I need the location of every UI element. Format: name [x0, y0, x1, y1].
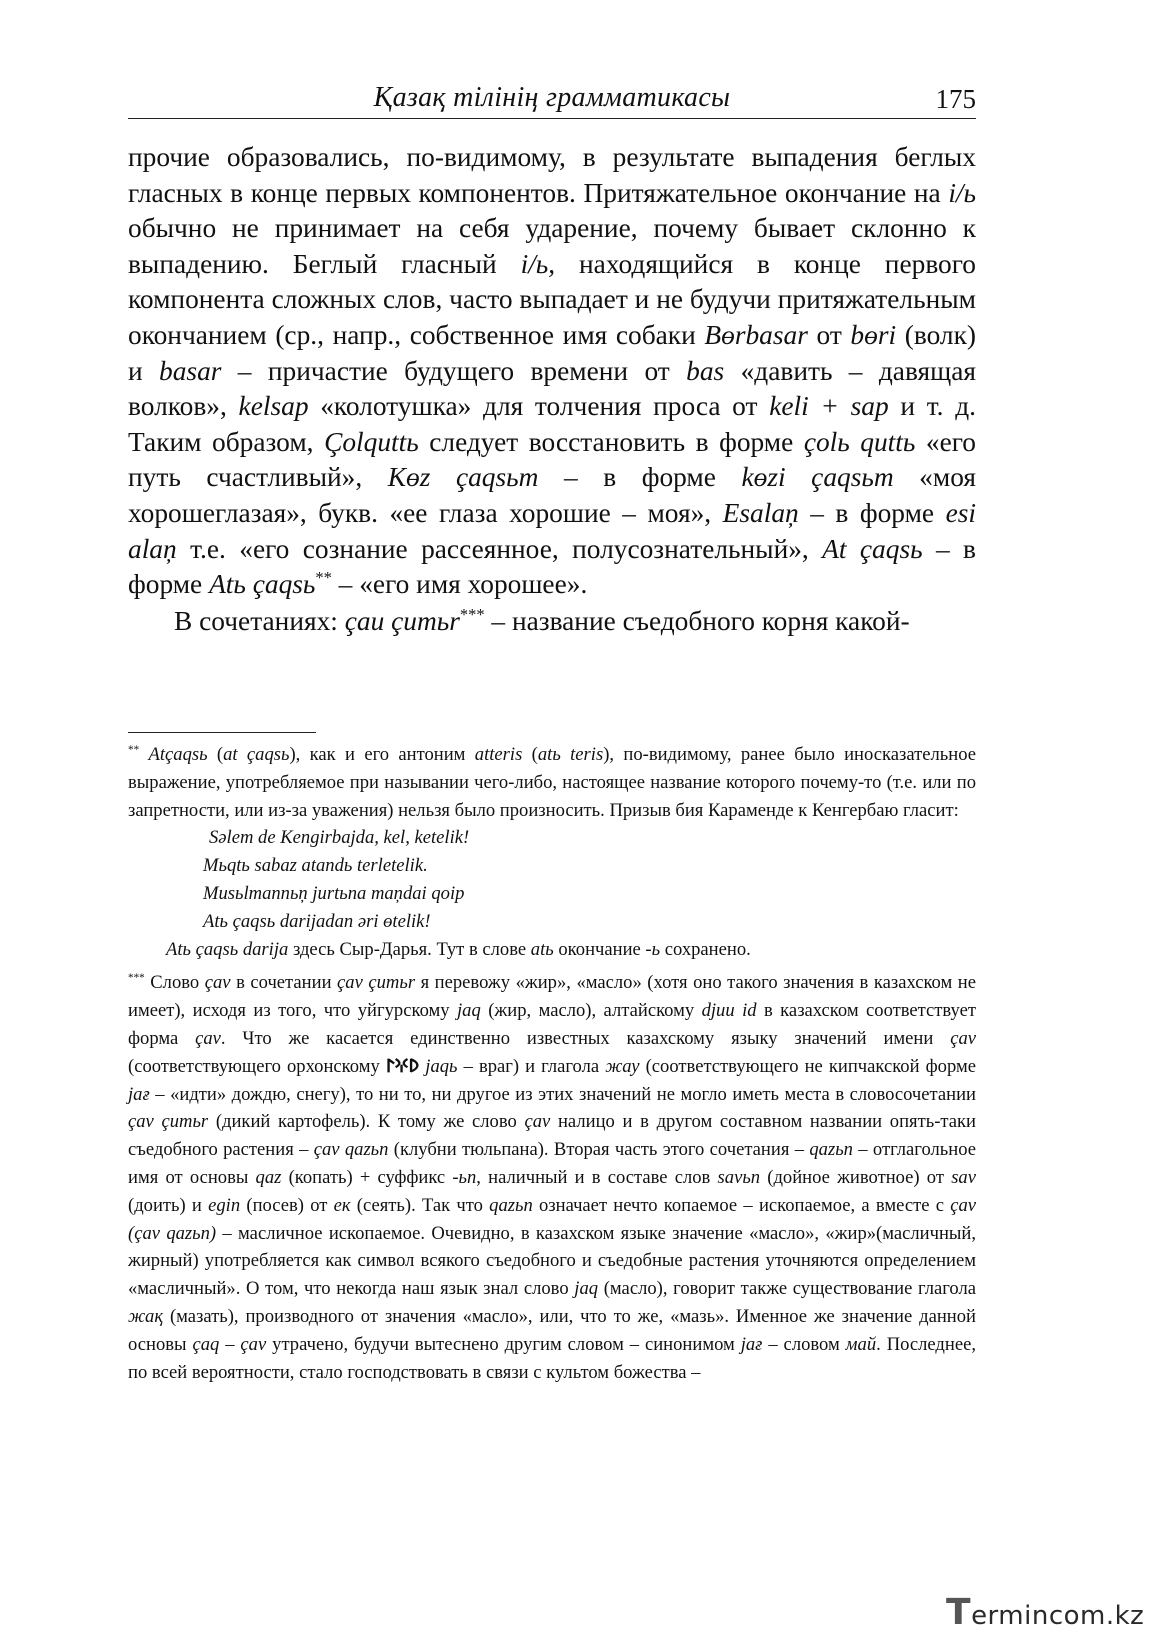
- page-number: 175: [935, 84, 976, 114]
- text-run: . Последнее, по всей вероятности, стало господствовать в связи с культом божества –: [128, 1333, 976, 1383]
- text-run: и т. д. Таким образом,: [128, 391, 977, 457]
- text-run: ), по-видимому, ранее было иносказательное выражение, употребляемое при назывании чего-либо, настоящее название которого почему-то (т.е. или по запретности, или из-за уважения) нельзя было произносить. Призыв бия Караменде к Кенгербаю гласит:: [128, 744, 976, 821]
- text-run: (жир, масло), алтайскому: [480, 1000, 702, 1022]
- italic-term: çav çumьr: [128, 1111, 209, 1133]
- watermark-text: ermincom.kz: [971, 1601, 1145, 1631]
- italic-term: жақ: [128, 1305, 164, 1327]
- italic-term: jaғ: [128, 1083, 150, 1105]
- text-run: . Что же касается единственно известных казахскому языку значений имени: [220, 1027, 951, 1049]
- orkhon-rune-word: 𐰖𐰍𐰃: [385, 1055, 420, 1077]
- text-run: (соответствующего орхонскому: [128, 1055, 386, 1077]
- text-run: – масличное ископаемое. Очевидно, в казахском языке значение «масло», «жир»(масличный, жирный) употребляется как символ всякого съедобного и съедобные растения уточняются определением «масличный». О том, что некогда наш язык знал слово: [128, 1222, 976, 1300]
- italic-term: çav: [524, 1111, 551, 1133]
- italic-term: çav: [204, 972, 231, 994]
- text-run: – словом: [762, 1333, 846, 1355]
- text-run: (масло), говорит также существование глагола: [598, 1278, 976, 1300]
- text-run: здесь Сыр-Дарья. Тут в слове: [288, 938, 531, 960]
- paragraph: [128, 604, 976, 640]
- text-run: следует восстановить в форме: [418, 426, 804, 457]
- italic-term: çav çumьr: [337, 972, 416, 994]
- italic-term: qazьn: [489, 1194, 533, 1216]
- italic-term: ьn: [458, 1166, 477, 1188]
- footnote-marker: ***: [459, 604, 485, 624]
- text-run: (доить) и: [128, 1194, 209, 1216]
- italic-term: kelsap: [238, 391, 309, 422]
- italic-term: sav: [951, 1166, 976, 1188]
- italic-term: atь: [530, 938, 554, 960]
- text-run: (копать) + суффикс -: [281, 1166, 459, 1188]
- italic-term: i/ь: [948, 177, 976, 208]
- italic-term: Esalaņ: [722, 497, 799, 528]
- verse-line: Sәlem de Kengirbajda, kel, ketelik!: [209, 827, 470, 849]
- italic-term: bas: [686, 355, 725, 386]
- text-run: (волк) и: [128, 319, 977, 386]
- text-run: – в форме: [538, 462, 742, 493]
- text-run: в казахском соответствует форма: [128, 1000, 976, 1049]
- footnotes: [128, 741, 976, 1386]
- italic-term: çau çumьr: [344, 605, 460, 636]
- italic-term: i/ь,: [520, 248, 556, 279]
- text-run: окончание -: [553, 938, 652, 960]
- text-run: (соответствующего не кипчакской форме: [639, 1055, 976, 1077]
- text-run: обычно не принимает на себя ударение, почему бывает склонно к выпадению. Беглый гласный: [128, 213, 976, 279]
- italic-term: jaqь: [425, 1055, 458, 1077]
- text-run: прочие образовались, по-видимому, в результате выпадения беглых гласных в конце первых компонентов. Притяжательное окончание на: [128, 142, 976, 208]
- text-run: сохранено.: [660, 938, 751, 960]
- italic-term: Bөrbasar: [704, 319, 808, 350]
- text-run: – в форме: [798, 497, 946, 528]
- text-run: налицо и в другом составном названии опять-таки съедобного растения –: [128, 1111, 976, 1161]
- footnote-double-star: [128, 741, 976, 824]
- text-run: – «идти» дождю, снегу), то ни то, ни другое из этих значений не могло иметь места в словосочетании: [149, 1083, 976, 1105]
- watermark-logo-letter: T: [946, 1592, 972, 1633]
- paragraph: [128, 140, 976, 603]
- italic-term: жау: [605, 1055, 640, 1077]
- text-run: – название съедобного корня какой-: [484, 605, 910, 636]
- main-text: [128, 140, 976, 639]
- italic-term: Kөz çaqsьm: [387, 462, 539, 493]
- italic-term: At çaqsь: [822, 533, 923, 564]
- italic-term: bөri: [850, 319, 897, 350]
- running-title: Қазақ тілінің грамматикасы: [373, 82, 731, 113]
- italic-term: Çolquttь: [324, 426, 419, 457]
- italic-term: jaғ: [740, 1333, 763, 1355]
- italic-term: basar: [159, 355, 222, 386]
- running-header: [128, 78, 976, 119]
- italic-term: qaz: [255, 1166, 282, 1188]
- text-run: (дикий картофель). К тому же слово: [208, 1111, 525, 1133]
- text-run: [139, 744, 148, 765]
- footnote-marker: ***: [128, 972, 145, 985]
- text-run: утрачено, будучи вытеснено другим словом – синонимом: [266, 1333, 741, 1355]
- italic-term: esi alaņ: [128, 497, 977, 564]
- italic-term: çav: [195, 1027, 221, 1049]
- italic-term: ь: [651, 938, 661, 960]
- verse-line: Mьqtь sabaz atandь terletelik.: [203, 855, 428, 877]
- italic-term: çav qazьn: [313, 1139, 389, 1161]
- footnote-marker: **: [315, 568, 332, 587]
- text-run: – в форме: [128, 533, 976, 600]
- text-run: В сочетаниях:: [174, 605, 345, 636]
- italic-term: jaq: [574, 1278, 599, 1300]
- italic-term: Atçaqsь: [148, 744, 208, 765]
- footnote-marker: **: [128, 743, 140, 756]
- italic-term: çaq – çav: [192, 1333, 267, 1355]
- italic-term: djuu id: [701, 1000, 757, 1022]
- italic-term: май: [845, 1333, 877, 1355]
- italic-term: atteris: [474, 744, 523, 765]
- italic-term: jaq: [457, 1000, 481, 1022]
- text-run: – причастие будущего времени от: [221, 355, 687, 386]
- italic-term: atь teris: [537, 744, 604, 765]
- italic-term: çolь quttь: [803, 426, 916, 457]
- footnote-triple-star: [128, 969, 976, 1386]
- italic-term: ек: [333, 1194, 351, 1216]
- footnote-separator: [128, 732, 316, 733]
- text-run: от: [807, 319, 851, 350]
- text-run: «моя хорошеглазая», букв. «ее глаза хорошие – моя»,: [128, 462, 976, 528]
- text-run: – враг) и глагола: [457, 1055, 606, 1077]
- text-run: «колотушка» для толчения проса от: [308, 391, 770, 422]
- text-run: «его путь счастливый»,: [128, 426, 976, 493]
- text-run: Слово: [144, 972, 205, 994]
- verse-note: [128, 936, 976, 964]
- italic-term: qazьn: [809, 1139, 853, 1161]
- verse-line: Musьlmannьņ jurtьna maņdai qoip: [203, 882, 465, 904]
- italic-term: Atь çaqsь darija: [166, 938, 289, 960]
- italic-term: savьn: [717, 1166, 761, 1188]
- text-run: т.е. «его сознание рассеянное, полусознательный»,: [176, 533, 823, 564]
- text-run: находящийся в конце первого компонента сложных слов, часто выпадает и не будучи притяжательным окончанием (ср., напр., собственное имя собаки: [128, 248, 977, 350]
- italic-term: çav (çav qazьn): [128, 1194, 977, 1244]
- text-run: – отглагольное имя от основы: [128, 1139, 976, 1188]
- text-run: ), как и его антоним: [289, 744, 475, 765]
- text-run: в сочетании: [230, 972, 338, 994]
- text-run: (посев) от: [240, 1194, 334, 1216]
- italic-term: kөzi çaqsьm: [741, 462, 894, 493]
- verse-line: Atь çaqsь darijadan әri өtelik!: [203, 910, 431, 932]
- text-run: (: [522, 744, 538, 765]
- italic-term: keli + sap: [769, 391, 889, 422]
- text-run: (дойное животное) от: [760, 1166, 952, 1188]
- text-run: «давить – давящая волков»,: [128, 355, 976, 422]
- text-run: (: [207, 744, 224, 765]
- text-run: – «его имя хорошее».: [331, 569, 588, 600]
- text-run: (мазать), производного от значения «масло», или, что то же, «мазь». Именное же значение данной основы: [128, 1305, 976, 1355]
- italic-term: çav: [950, 1027, 976, 1049]
- text-run: (сеять). Так что: [350, 1194, 490, 1216]
- site-watermark: [946, 1592, 1144, 1633]
- text-run: означает нечто копаемое – ископаемое, а вместе с: [532, 1194, 951, 1216]
- italic-term: at çaqsь: [223, 744, 290, 765]
- text-run: я перевожу «жир», «масло» (хотя оно такого значения в казахском не имеет), исходя из того, что уйгурскому: [128, 972, 976, 1022]
- italic-term: Atь çaqsь: [209, 569, 316, 600]
- italic-term: egin: [208, 1194, 241, 1216]
- text-run: , наличный и в составе слов: [476, 1166, 718, 1188]
- text-run: (клубни тюльпана). Вторая часть этого сочетания –: [388, 1139, 810, 1161]
